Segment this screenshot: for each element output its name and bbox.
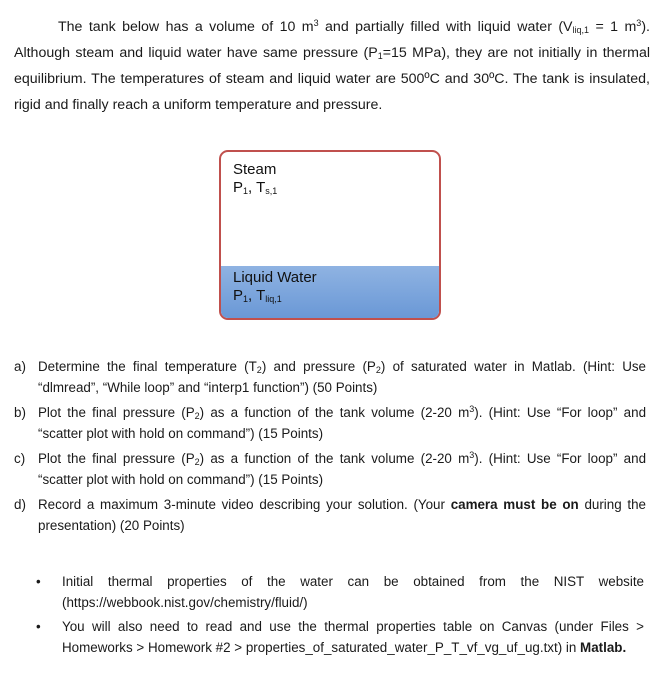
liquid-label: Liquid Water [233,269,317,286]
note-text: You will also need to read and use the thermal properties table on Canvas (under Files > Homeworks > Homework #2 > properties_of_saturated_water_P_T_vf_vg_uf_ug.txt) in [62,619,644,655]
intro-text-1c: = 1 m [589,19,637,35]
steam-label-group [233,161,277,197]
intro-text-1b: and partially filled with liquid water (V [318,19,573,35]
question-letter: a) [14,359,26,374]
intro-sup: 3 [313,18,319,28]
question-text: Plot the final pressure $(P_2)$ as a function of the tank volume (2-20 $m^3$). (Hint: Use “For loop” and “scatter plot with hold on command”) (15 Points) [38,404,647,441]
intro-paragraph [14,14,650,118]
intro-text-1a: The tank below has a volume of 10 m [58,19,314,35]
tank-diagram [219,150,441,320]
question-letter: b) [14,405,26,420]
note-bold: Matlab. [580,640,627,655]
question-d [14,494,646,536]
question-letter: c) [14,451,26,466]
note-text: Initial thermal properties of the water can be obtained from the NIST website (https://webbook.nist.gov/chemistry/fluid/) [62,574,644,610]
question-text: Determine the final temperature $(T_2)$ and pressure $(P_2)$ of saturated water in Matlab. (Hint: Use “dlmread”, “While loop” and “interp1 function”) (50 Points) [38,359,647,395]
question-a [14,356,646,398]
question-text: Record a maximum 3-minute video describing your solution. (Your camera must be on during the presentation) (20 Points) [38,497,647,533]
intro-vsub: liq,1 [572,25,590,35]
list-item [36,571,644,613]
intro-p1sub: 1 [377,51,383,61]
question-letter: d) [14,497,26,512]
intro-text-2b: =15 MPa), they are not initially in thermal equilibrium. The temperatures of steam and liquid water are 500ºC and 30ºC. The tank is insulated, rigid and finally reach a uniform temperature and pressure. [14,45,651,113]
question-b [14,402,646,444]
question-c [14,448,646,490]
question-text: Plot the final pressure $(P_2)$ as a function of the tank volume (2-20 $m^3$). (Hint: Use “For loop” and “scatter plot with hold on command”) (15 Points) [38,450,647,487]
intro-text-2a: Although steam and liquid water have same pressure (P [14,45,378,61]
steam-state: $P_1$, $T_{s,1}$ [233,179,278,196]
problem-statement [14,14,650,118]
intro-text-1d: ). [641,19,650,35]
bullet-icon: • [36,619,41,634]
liquid-state: $P_1$, $T_{liq,1}$ [233,287,282,304]
list-item [36,616,644,658]
intro-sup-2: 3 [636,18,642,28]
bullet-icon: • [36,574,41,589]
liquid-label-group [233,269,317,305]
steam-label: Steam [233,161,277,178]
notes-list [36,571,644,661]
